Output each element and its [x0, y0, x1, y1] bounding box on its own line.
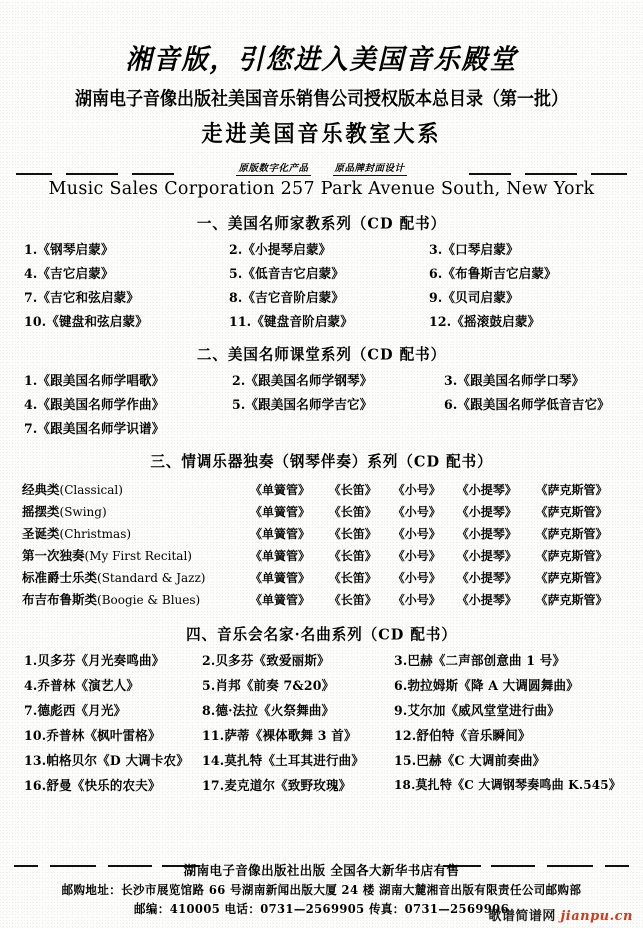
list-item: 1.《钢琴启蒙》	[24, 241, 114, 258]
list-item: 9.《贝司启蒙》	[429, 289, 519, 306]
instrument-cell: 《小号》	[392, 526, 441, 541]
table-row	[14, 588, 629, 610]
list-item: 7.《跟美国名师学识谱》	[24, 420, 165, 437]
genre-label-cn: 圣诞类	[22, 525, 60, 541]
genre-label-cn: 第一次独奏	[22, 547, 85, 563]
list-item: 9.艾尔加《威风堂堂进行曲》	[394, 702, 560, 719]
publisher-line: 湖南电子音像出版社出版 全国各大新华书店有售	[183, 862, 460, 879]
instrument-cell: 《长笛》	[328, 482, 377, 497]
address-line: 邮购地址：长沙市展览馆路 66 号湖南新闻出版大厦 24 楼 湖南大麓湘音出版有限责任公司邮购部	[61, 882, 582, 898]
list-item: 16.舒曼《快乐的农夫》	[24, 777, 161, 794]
instrument-cell: 《小提琴》	[456, 570, 517, 585]
list-item: 4.《跟美国名师学作曲》	[24, 396, 165, 413]
watermark	[488, 905, 633, 924]
badge-original-digital: 原版数字化产品	[238, 162, 309, 174]
genre-cell	[14, 544, 250, 566]
genre-label-en: (My First Recital)	[84, 548, 192, 563]
instrument-cell: 《萨克斯管》	[535, 592, 608, 607]
instrument-cell: 《小号》	[392, 482, 441, 497]
instrument-cell: 《单簧管》	[250, 482, 311, 497]
instrument-cell: 《萨克斯管》	[535, 482, 608, 497]
list-item: 3.巴赫《二声部创意曲 1 号》	[394, 652, 566, 669]
list-item	[444, 419, 621, 438]
rule-segment	[591, 173, 627, 175]
list-item: 11.萨蒂《裸体歌舞 3 首》	[202, 727, 357, 744]
instrument-cell: 《萨克斯管》	[535, 570, 608, 585]
instrument-cell: 《长笛》	[328, 548, 377, 563]
section-2-items	[14, 371, 629, 437]
list-item: 10.乔普林《枫叶雷格》	[24, 727, 161, 744]
badge-rule-row	[14, 160, 629, 176]
contact-line: 邮编：410005 电话：0731—2569905 传真：0731—2569906	[134, 901, 509, 917]
list-item: 14.莫扎特《土耳其进行曲》	[202, 752, 365, 769]
instrument-cell: 《小提琴》	[456, 592, 517, 607]
genre-label-en: (Standard & Jazz)	[97, 570, 206, 585]
genre-label-cn: 布吉布鲁斯类	[22, 591, 98, 607]
genre-label-en: (Classical)	[59, 482, 123, 497]
section-4-items	[14, 651, 629, 794]
section-1-items	[14, 240, 629, 330]
instrument-cell: 《单簧管》	[250, 570, 311, 585]
list-item: 5.《跟美国名师学吉它》	[232, 396, 373, 413]
instrument-cell: 《萨克斯管》	[535, 548, 608, 563]
genre-label-cn: 经典类	[22, 481, 60, 497]
instrument-cell: 《小号》	[392, 548, 441, 563]
page-title: 湘音版，引您进入美国音乐殿堂	[125, 44, 518, 76]
table-row	[14, 478, 629, 500]
list-item	[232, 419, 444, 438]
genre-label-en: (Swing)	[59, 504, 107, 519]
list-item: 5.肖邦《前奏 7&20》	[202, 677, 335, 694]
series-title: 走进美国音乐教室大系	[201, 119, 442, 147]
list-item: 4.乔普林《演艺人》	[24, 677, 140, 694]
instrument-cell: 《小提琴》	[456, 482, 517, 497]
list-item: 17.麦克道尔《致野玫瑰》	[202, 777, 352, 794]
list-item: 12.舒伯特《音乐瞬间》	[394, 727, 531, 744]
rule-segment	[16, 173, 52, 175]
section-heading-2: 二、美国名师课堂系列（CD 配书）	[196, 345, 447, 364]
rule-segment	[469, 173, 511, 175]
section-heading-4: 四、音乐会名家·名曲系列（CD 配书）	[186, 625, 457, 644]
list-item: 4.《吉它启蒙》	[24, 265, 114, 282]
rule-segment	[132, 173, 174, 175]
footer	[0, 857, 643, 928]
instrument-cell: 《长笛》	[328, 526, 377, 541]
list-item: 2.《小提琴启蒙》	[229, 241, 332, 258]
instrument-cell: 《萨克斯管》	[535, 526, 608, 541]
catalog-subtitle: 湖南电子音像出版社美国音乐销售公司授权版本总目录（第一批）	[75, 88, 568, 111]
list-item: 3.《跟美国名师学口琴》	[444, 372, 585, 389]
watermark-site-en: jianpu.cn	[560, 909, 633, 924]
masthead	[14, 46, 629, 199]
list-item: 6.《跟美国名师学低音吉它》	[444, 396, 610, 413]
section-heading-3: 三、情调乐器独奏（钢琴伴奏）系列（CD 配书）	[150, 452, 493, 471]
rule-segment	[66, 173, 118, 175]
instrument-cell: 《单簧管》	[250, 504, 311, 519]
list-item: 15.巴赫《C 大调前奏曲》	[394, 752, 546, 769]
list-item: 3.《口琴启蒙》	[429, 241, 519, 258]
list-item: 8.《吉它音阶启蒙》	[229, 289, 345, 306]
instrument-cell: 《单簧管》	[250, 592, 311, 607]
table-row	[14, 544, 629, 566]
list-item: 11.《键盘音阶启蒙》	[229, 313, 353, 330]
instrument-cell: 《长笛》	[328, 592, 377, 607]
instrument-cell: 《萨克斯管》	[535, 504, 608, 519]
genre-label-en: (Christmas)	[59, 526, 132, 541]
list-item: 12.《摇滚鼓启蒙》	[429, 313, 541, 330]
list-item: 13.帕格贝尔《D 大调卡农》	[24, 752, 189, 769]
table-row	[14, 566, 629, 588]
rule-segment	[525, 173, 577, 175]
list-item: 8.德·法拉《火祭舞曲》	[202, 702, 335, 719]
genre-cell	[14, 566, 250, 588]
instrument-cell: 《单簧管》	[250, 526, 311, 541]
distributor-line: Music Sales Corporation 257 Park Avenue South, New York	[48, 178, 595, 199]
instrument-cell: 《小号》	[392, 504, 441, 519]
instrument-cell: 《小提琴》	[456, 548, 517, 563]
genre-label-cn: 摇摆类	[22, 503, 60, 519]
genre-label-en: (Boogie & Blues)	[97, 592, 201, 607]
list-item: 1.《跟美国名师学唱歌》	[24, 372, 165, 389]
instrument-cell: 《小提琴》	[456, 526, 517, 541]
list-item: 5.《低音吉它启蒙》	[229, 265, 345, 282]
list-item: 6.勃拉姆斯《降 A 大调圆舞曲》	[394, 677, 579, 694]
list-item: 2.《跟美国名师学钢琴》	[232, 372, 373, 389]
genre-cell	[14, 588, 250, 610]
instrument-cell: 《长笛》	[328, 570, 377, 585]
genre-cell	[14, 478, 250, 500]
list-item: 7.德彪西《月光》	[24, 702, 127, 719]
list-item: 18.莫扎特《C 大调钢琴奏鸣曲 K.545》	[394, 777, 622, 793]
genre-cell	[14, 500, 250, 522]
list-item: 7.《吉它和弦启蒙》	[24, 289, 140, 306]
table-row	[14, 500, 629, 522]
table-row	[14, 522, 629, 544]
list-item: 6.《布鲁斯吉它启蒙》	[429, 265, 557, 282]
list-item: 2.贝多芬《致爱丽斯》	[202, 652, 330, 669]
section-heading-1: 一、美国名师家教系列（CD 配书）	[196, 214, 447, 233]
instrument-cell: 《长笛》	[328, 504, 377, 519]
instrument-cell: 《小号》	[392, 570, 441, 585]
instrument-table	[14, 478, 629, 610]
list-item: 1.贝多芬《月光奏鸣曲》	[24, 652, 165, 669]
genre-label-cn: 标准爵士乐类	[22, 569, 98, 585]
instrument-cell: 《单簧管》	[250, 548, 311, 563]
instrument-cell: 《小号》	[392, 592, 441, 607]
genre-cell	[14, 522, 250, 544]
instrument-cell: 《小提琴》	[456, 504, 517, 519]
list-item: 10.《键盘和弦启蒙》	[24, 313, 148, 330]
watermark-site-cn: 歌谱简谱网	[488, 909, 556, 924]
badge-original-cover: 原品牌封面设计	[334, 162, 405, 174]
